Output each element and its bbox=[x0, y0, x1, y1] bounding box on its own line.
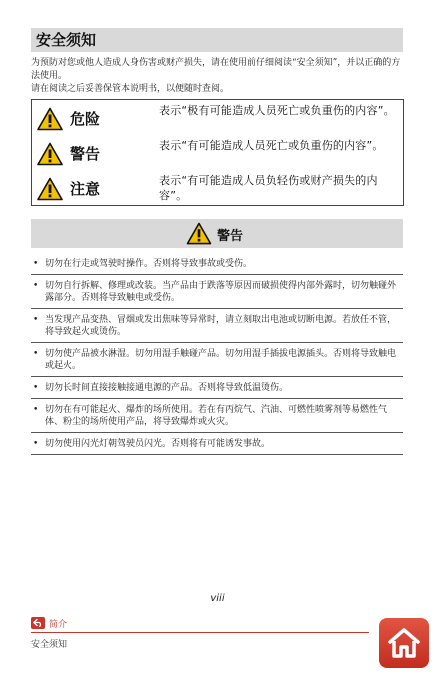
page-number: viii bbox=[210, 593, 225, 604]
warning-list bbox=[31, 253, 403, 455]
signal-word-table bbox=[31, 99, 404, 206]
warning-triangle-icon bbox=[186, 222, 212, 245]
intro-text bbox=[31, 57, 403, 96]
warning-triangle-icon bbox=[37, 177, 63, 201]
list-item: • 当发现产品变热、冒烟或发出焦味等异常时，请立刻取出电池或切断电源。若放任不管，将导致起火或烫伤。 bbox=[31, 309, 403, 343]
list-item: • 切勿长时间直接接触接通电源的产品。否则将导致低温烫伤。 bbox=[31, 377, 403, 399]
intro-paragraph: 为预防对您或他人造成人身伤害或财产损失，请在使用前仔细阅读“安全须知”，并以正确的方法使用。 bbox=[31, 58, 401, 81]
warning-section-title: 警告 bbox=[217, 229, 244, 244]
list-item: • 切勿使产品被水淋湿。切勿用湿手触碰产品。切勿用湿手插拔电源插头。否则将导致触电或起火。 bbox=[31, 343, 403, 377]
home-button[interactable] bbox=[379, 618, 429, 668]
signal-description: 表示“有可能造成人员负轻伤或财产损失的内容”。 bbox=[159, 174, 378, 202]
page-title: 安全须知 bbox=[31, 28, 403, 52]
warning-triangle-icon bbox=[37, 107, 63, 131]
signal-label: 警告 bbox=[70, 145, 101, 163]
signal-row-warning bbox=[32, 135, 403, 170]
warning-triangle-icon bbox=[37, 142, 63, 166]
intro-paragraph: 请在阅读之后妥善保管本说明书，以便随时查阅。 bbox=[31, 84, 230, 94]
signal-row-caution bbox=[32, 170, 403, 205]
home-icon bbox=[387, 627, 421, 659]
list-item: • 切勿在行走或驾驶时操作。否则将导致事故或受伤。 bbox=[31, 253, 403, 275]
signal-row-danger bbox=[32, 100, 403, 135]
list-item: • 切勿在有可能起火、爆炸的场所使用。若在有丙烷气、汽油、可燃性喷雾剂等易燃性气体、粉尘的场所使用产品，将导致爆炸或火灾。 bbox=[31, 399, 403, 433]
list-item: • 切勿使用闪光灯朝驾驶员闪光。否则将有可能诱发事故。 bbox=[31, 433, 403, 455]
warning-section-header bbox=[31, 219, 403, 248]
footer-divider bbox=[31, 632, 369, 633]
back-arrow-icon bbox=[31, 617, 45, 629]
back-to-intro-link[interactable] bbox=[31, 616, 67, 630]
back-link-label: 简介 bbox=[49, 619, 68, 630]
list-item: • 切勿自行拆解、修理或改装。当产品由于跌落等原因而破损使得内部外露时，切勿触碰外露部分。否则将导致触电或受伤。 bbox=[31, 275, 403, 309]
signal-label: 危险 bbox=[70, 110, 101, 128]
signal-description: 表示“极有可能造成人员死亡或负重伤的内容”。 bbox=[159, 104, 395, 117]
signal-label: 注意 bbox=[70, 180, 101, 198]
signal-description: 表示“有可能造成人员死亡或负重伤的内容”。 bbox=[159, 139, 384, 152]
breadcrumb: 安全须知 bbox=[31, 640, 68, 650]
